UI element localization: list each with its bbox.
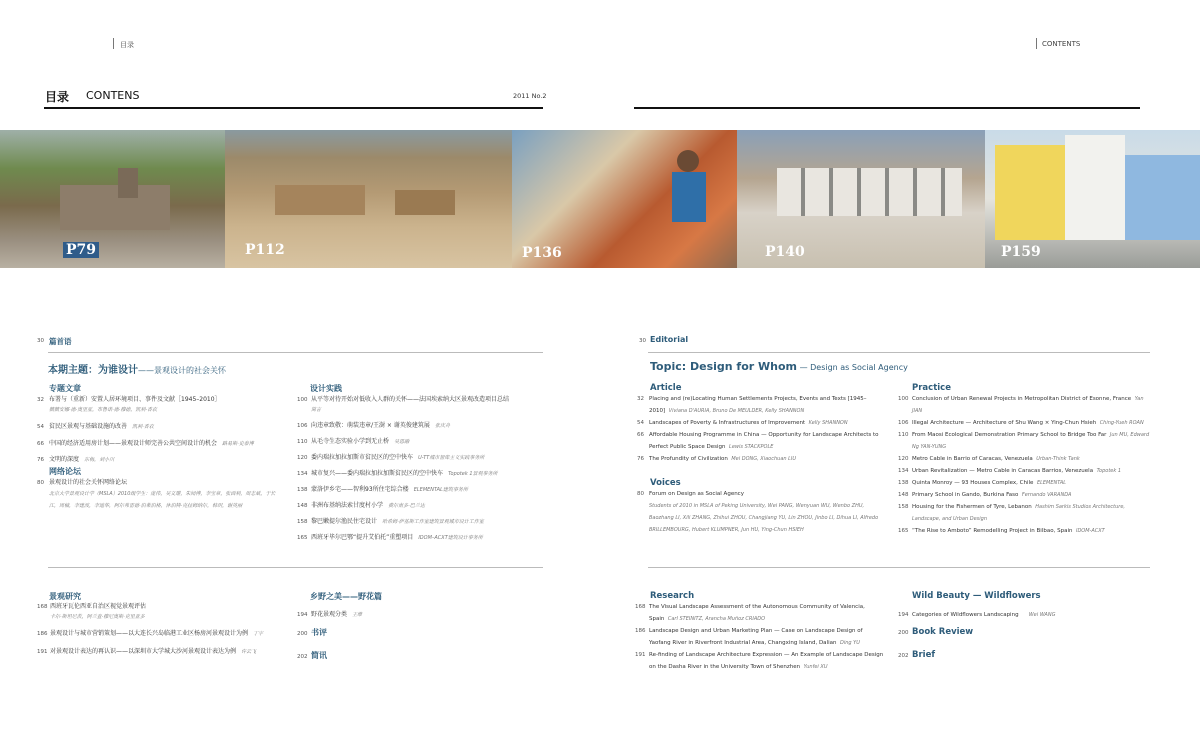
toc-entry[interactable]: 148 Primary School in Gando, Burkina Faso Fernando VARANDA — [898, 492, 1072, 498]
section-editorial-cn: 篇首语 — [49, 337, 72, 346]
cn-forum-list — [37, 477, 277, 512]
toc-entry[interactable]: 110 从毛寺生态实验小学到无止桥 吴恩融 — [297, 438, 410, 445]
toc-entry[interactable]: 186 景观设计与城市营销策划——以大连长兴岛临港工业区杨房河景观设计为例 丁宇 — [37, 630, 264, 637]
toc-entry[interactable]: 165 “The Rise to Amboto” Remodelling Project in Bilbao, Spain IDOM-ACXT — [898, 528, 1105, 534]
cn-practice-list — [297, 394, 543, 544]
page-title-en: CONTENS — [86, 89, 140, 102]
header-left: 目录 — [120, 41, 134, 49]
toc-entry[interactable]: 168 西班牙瓦伦西亚自治区视觉景观评估 — [37, 603, 147, 610]
toc-entry[interactable]: 66 中国的经济适用房计划——景观设计师完善公共空间设计的机会 路易斯·史泰博 — [37, 440, 254, 447]
photo-label: P159 — [1001, 244, 1041, 260]
section-wild-cn: 乡野之美——野花篇 — [310, 592, 382, 601]
toc-entry[interactable]: 76 文明的深度 东梅，刘小川 — [37, 456, 115, 463]
section-wild-en: Wild Beauty — Wildflowers — [912, 591, 1041, 601]
toc-entry[interactable]: 158 Housing for the Fishermen of Tyre, Lebanon Hashim Sarkis Studios Architecture, Landscape, and Urban Design — [898, 504, 1126, 522]
section-voices: Voices — [650, 478, 681, 488]
toc-entry[interactable]: 54 贫民区景观与基础设施的改善 凯利·香农 — [37, 423, 154, 430]
toc-entry[interactable]: 148 非洲布基纳法索甘度村小学 费尔南多·巴兰达 — [297, 502, 425, 509]
toc-entry[interactable]: 191 对景观设计表达的再认识——以深圳市大学城大沙河景观设计表达为例 许云飞 — [37, 648, 257, 655]
toc-entry[interactable]: 76 The Profundity of Civilization Mei DONG, Xiaochuan LIU — [637, 456, 797, 462]
toc-entry[interactable]: 168 The Visual Landscape Assessment of the Autonomous Community of Valencia, Spain Carl STEINITZ, Arancha Muñoz CRIADO — [635, 604, 865, 622]
divider — [48, 352, 543, 353]
photo-village — [0, 130, 225, 268]
divider — [48, 567, 543, 568]
toc-authors: 简言 — [311, 407, 322, 413]
toc-entry[interactable]: 100 从平等对待开始对低收入人群的关怀——法国埃索纳大区景观改造项目总结 — [297, 396, 510, 403]
child-shape — [672, 172, 706, 222]
header-right: CONTENTS — [1042, 40, 1081, 48]
toc-entry[interactable]: 194 Categories of Wildflowers Landscaping Wei WANG — [898, 612, 1056, 618]
photo-label: P112 — [245, 242, 285, 258]
page-number: 30 — [37, 338, 44, 344]
photo-label: P140 — [765, 244, 805, 260]
header-divider — [1036, 38, 1037, 49]
toc-entry[interactable]: 194 野花景观分类 王维 — [297, 611, 363, 618]
photo-housing — [985, 130, 1200, 268]
toc-entry[interactable]: 200 书评 — [297, 628, 327, 637]
cn-research-list — [37, 601, 287, 659]
photo-school — [225, 130, 512, 268]
en-research-list — [635, 601, 885, 673]
issue-number: 2011 No.2 — [513, 92, 547, 100]
tower-shape — [118, 168, 138, 198]
divider — [648, 352, 1150, 353]
section-research-cn: 景观研究 — [49, 592, 81, 601]
toc-authors: 北京大学景观设计学（MSLA）2010级学生：庞伟，吴文瓘，朱闻博，李宝章，张西利，周志斌，于长江，周楠，李建波，李迪华，阿尔弗雷德·伯莱伯格，休伯特·克拉姆纳尔，韩玥，谢英丽 — [49, 491, 276, 509]
photo-label: P79 — [63, 242, 99, 258]
toc-entry[interactable]: 202 简讯 — [297, 651, 327, 660]
toc-entry[interactable]: 106 向违章致敬：萌装违章/王澍 × 谢英俊建筑展 张庆舟 — [297, 422, 450, 429]
title-rule — [634, 107, 1140, 109]
topic-title-cn: 本期主题：为谁设计——景观设计的社会关怀 — [48, 365, 226, 376]
toc-entry[interactable]: 158 黎巴嫩提尔渔民住宅设计 哈希姆·萨基斯工作室建筑景观城市设计工作室 — [297, 518, 484, 525]
toc-entry[interactable]: 138 蒙洛伊乡宅——智利93所住宅综合楼 ELEMENTAL建筑事务所 — [297, 486, 468, 493]
child-shape — [677, 150, 699, 172]
toc-authors: 薇薇安娜·德·奥里亚，布鲁诺·德·穆德，凯利·香农 — [49, 407, 157, 413]
toc-entry[interactable]: 80 景观设计的社会关怀网络论坛 — [37, 479, 128, 486]
section-article: Article — [650, 383, 682, 393]
section-editorial-en: Editorial — [650, 335, 689, 344]
section-practice-en: Practice — [912, 383, 951, 393]
title-rule — [44, 107, 543, 109]
toc-entry[interactable]: 32 Placing and (re)Locating Human Settlements Projects, Events and Texts [1945–2010] Viviana D'AURIA, Bruno De MEULDER, Kelly SHANNON — [637, 396, 867, 414]
building-shape — [395, 190, 455, 215]
toc-entry[interactable]: 138 Quinta Monroy — 93 Houses Complex, Chile ELEMENTAL — [898, 480, 1067, 486]
building-shape — [1065, 135, 1125, 240]
building-shape — [1125, 155, 1200, 240]
toc-entry[interactable]: 100 Conclusion of Urban Renewal Projects in Metropolitan District of Esonne, France Yan JIAN — [898, 396, 1144, 414]
houses-shape — [777, 168, 962, 216]
toc-authors: 卡尔·斯坦尼茨，阿兰查·穆尼奥斯·克里亚多 — [50, 614, 145, 620]
toc-entry[interactable]: 106 Illegal Architecture — Architecture of Shu Wang × Ying-Chun Hsieh Ching-Yueh ROAN — [898, 420, 1144, 426]
toc-entry[interactable]: 66 Affordable Housing Programme in China — Opportunity for Landscape Architects to Perfect Public Space Design Lewis STACKPOLE — [637, 432, 879, 450]
section-special: 专题文章 — [49, 384, 81, 393]
en-practice-list — [898, 393, 1150, 537]
toc-entry[interactable]: 202 Brief — [898, 650, 936, 660]
toc-entry[interactable]: 120 Metro Cable in Barrio of Caracas, Venezuela Urban-Think Tank — [898, 456, 1080, 462]
en-article-list — [637, 393, 885, 465]
photo-children — [512, 130, 737, 268]
toc-entry[interactable]: 186 Landscape Design and Urban Marketing Plan — Case on Landscape Design of Yaofang River in Riverfront Industrial Area, Changxing Island, Dalian Ding YU — [635, 628, 863, 646]
toc-entry[interactable]: 32 布署与（重新）安置人居环境项目、事件及文献［1945–2010］ — [37, 396, 221, 403]
page-number: 30 — [639, 338, 646, 344]
building-shape — [995, 145, 1065, 240]
toc-entry[interactable]: 134 城市复兴——委内瑞拉加拉加斯贫民区的空中快车 Topotek 1景观事务所 — [297, 470, 498, 477]
toc-entry[interactable]: 54 Landscapes of Poverty & Infrastructures of Improvement Kelly SHANNON — [637, 420, 848, 426]
section-forum: 网络论坛 — [49, 467, 81, 476]
photo-houses — [737, 130, 985, 268]
section-practice-cn: 设计实践 — [310, 384, 342, 393]
toc-entry[interactable]: 200 Book Review — [898, 627, 974, 637]
toc-entry[interactable]: 120 委内瑞拉加拉加斯市贫民区的空中快车 U-TT城市智库主义实践事务所 — [297, 454, 485, 461]
en-voices-list — [637, 488, 885, 536]
photo-label: P136 — [522, 245, 562, 261]
header-divider — [113, 38, 114, 49]
divider — [648, 567, 1150, 568]
toc-entry[interactable]: 134 Urban Revitalization — Metro Cable in Caracas Barrios, Venezuela Topotek 1 — [898, 468, 1122, 474]
toc-entry[interactable]: 165 西班牙毕尔巴鄂“提升艾伯托”重塑项目 IDOM–ACXT建筑设计事务所 — [297, 534, 483, 541]
toc-entry[interactable]: 110 From Maosi Ecological Demonstration Primary School to Bridge Too Far Jun MU, Edward Ng YAN-YUNG — [898, 432, 1150, 450]
page-title-cn: 目录 — [45, 90, 70, 104]
topic-title-en: Topic: Design for Whom — Design as Social Agency — [650, 360, 908, 373]
building-shape — [275, 185, 365, 215]
building-shape — [60, 185, 170, 230]
toc-entry[interactable]: 191 Re-finding of Landscape Architecture Expression — An Example of Landscape Design on the Dasha River in the University Town of Shenzhen Yunfei XU — [635, 652, 884, 670]
toc-entry[interactable]: 80 Forum on Design as Social Agency Students of 2010 in MSLA of Peking University, Wei PANG, Wenyuan WU, Wenbo ZHU, Baozhang LI, Xili ZHANG, Zhihui ZHOU, Changjiang YU, Lin ZHOU, Jinbo LI, Dihua LI, Alfredo BRILLEMBOURG, Hubert KLUMPNER, Jun HU, Ying-Chun HSIEH — [637, 491, 879, 533]
section-research-en: Research — [650, 591, 695, 601]
cn-special-list — [37, 394, 277, 466]
